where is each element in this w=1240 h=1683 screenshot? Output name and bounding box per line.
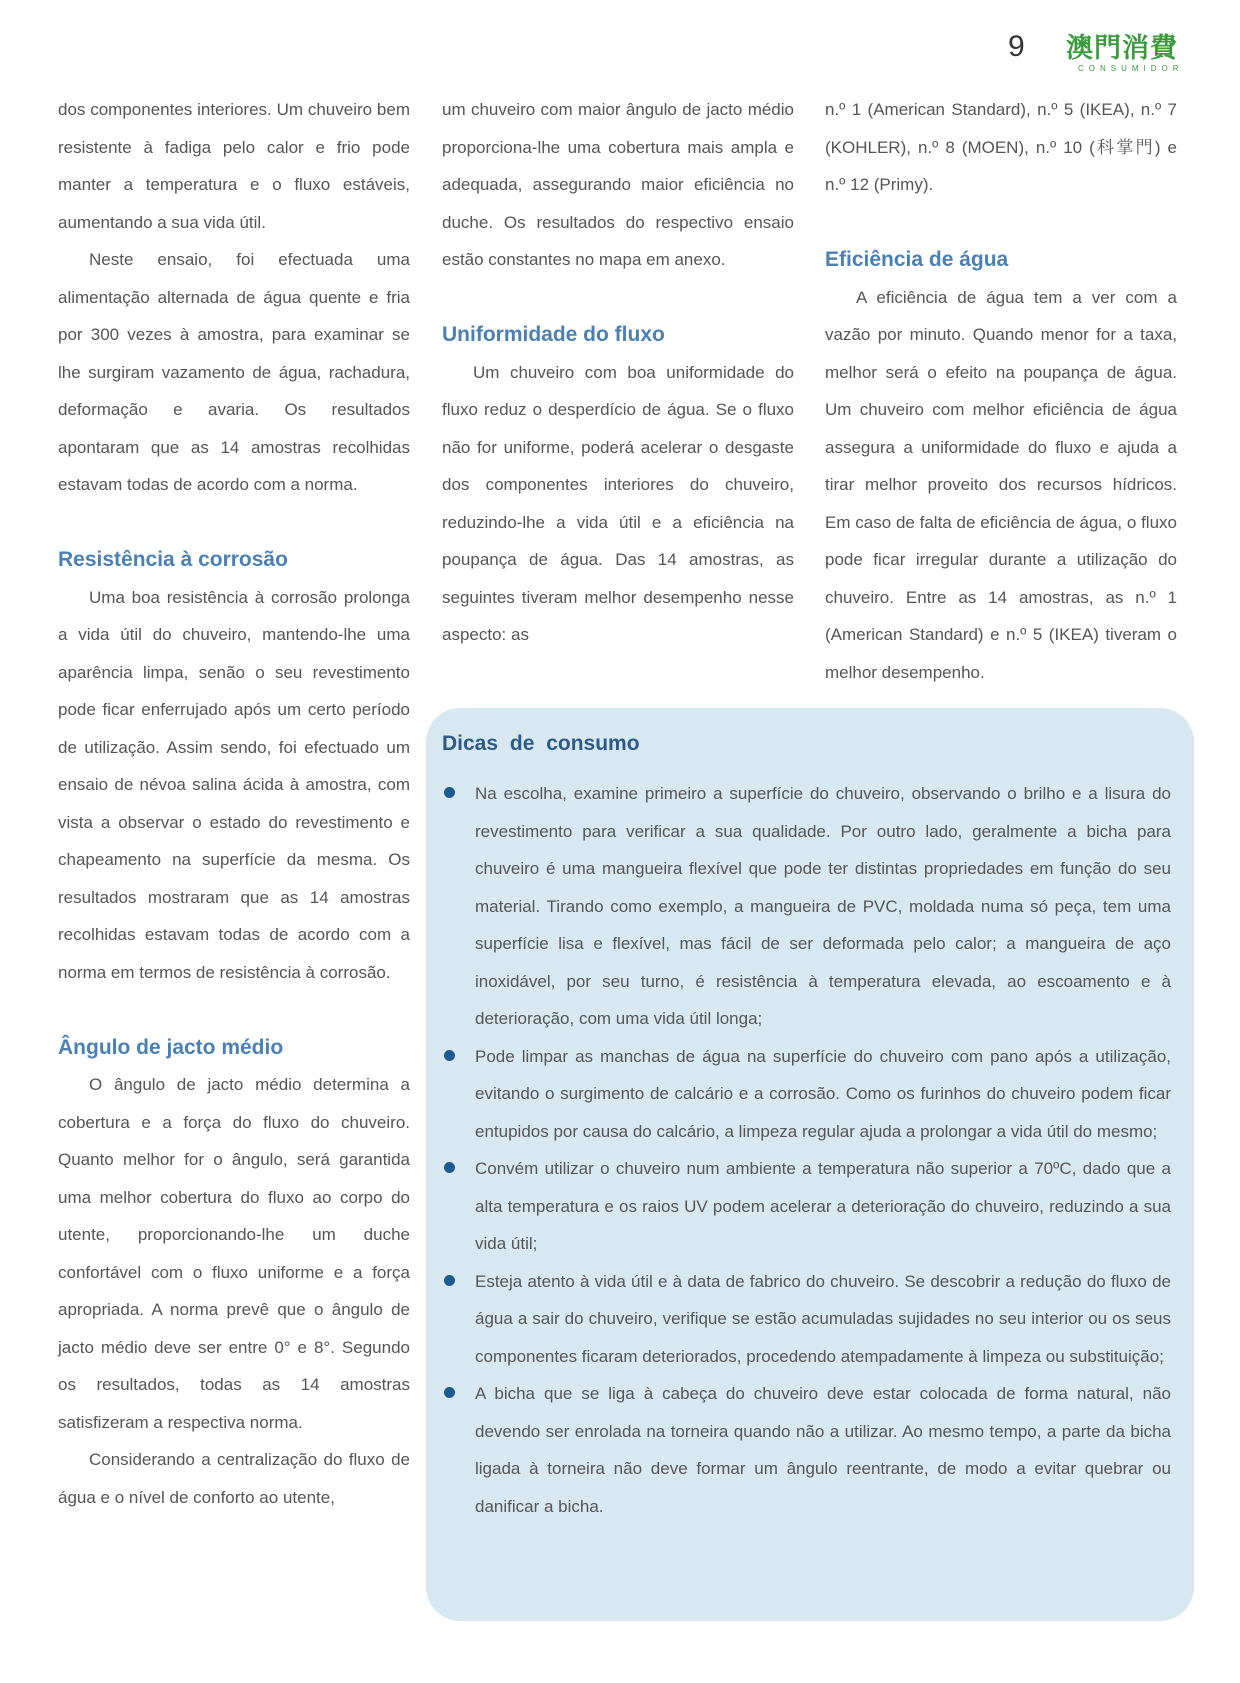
tips-list [442,775,1171,1525]
list-item [442,1150,1171,1263]
bullet-icon [444,1387,455,1398]
tip-text: A bicha que se liga à cabeça do chuveiro deve estar colocada de forma natural, não devendo ser enrolada na torneira quando não a utilizar. Ao mesmo tempo, a parte da bicha ligada à torneira não deve formar um ângulo reentrante, de modo a evitar quebrar ou danificar a bicha. [475,1384,1171,1516]
consumer-tips-box [426,708,1194,1621]
tip-text: Pode limpar as manchas de água na superfície do chuveiro com pano após a utilização, evitando o surgimento de calcário e a corrosão. Como os furinhos do chuveiro podem ficar entupidos por causa do calcário, a limpeza regular ajuda a prolongar a vida útil do mesmo; [475,1046,1171,1141]
list-item [442,775,1171,1038]
list-item [442,1263,1171,1376]
left-column [58,91,410,1516]
tip-text: Na escolha, examine primeiro a superfície do chuveiro, observando o brilho e a lisura do revestimento para verificar a sua qualidade. Por outro lado, geralmente a bicha para chuveiro é uma mangueira flexível que pode ter distintas propriedades em função do seu material. Tirando como exemplo, a mangueira de PVC, moldada numa só peça, tem uma superfície lisa e flexível, mas fácil de ser deformada pelo calor; a mangueira de aço inoxidável, por seu turno, é resistência à temperatura elevada, ao escoamento e à deterioração, com uma vida útil longa; [475,784,1171,1028]
paragraph: n.º 1 (American Standard), n.º 5 (IKEA), n.º 7 (KOHLER), n.º 8 (MOEN), n.º 10 (科掌門) e n.º 12 (Primy). [825,100,1177,194]
paragraph: Um chuveiro com boa uniformidade do fluxo reduz o desperdício de água. Se o fluxo não for uniforme, poderá acelerar o desgaste dos componentes interiores do chuveiro, reduzindo-lhe a vida útil e a eficiência na poupança de água. Das 14 amostras, as seguintes tiveram melhor desempenho nesse aspecto: as [442,362,794,644]
section-heading-uniformity: Uniformidade do fluxo [442,323,665,346]
paragraph: O ângulo de jacto médio determina a cobertura e a força do fluxo do chuveiro. Quanto melhor for o ângulo, será garantida uma melhor cobertura do fluxo ao corpo do utente, proporcionando-lhe um duche confortável com o fluxo uniforme e a força apropriada. A norma prevê que o ângulo de jacto médio deve ser entre 0° e 8°. Segundo os resultados, todas as 14 amostras satisfizeram a respectiva norma. [58,1075,410,1432]
section-heading-angle: Ângulo de jacto médio [58,1035,284,1059]
paragraph: Considerando a centralização do fluxo de água e o nível de conforto ao utente, [58,1450,410,1507]
logo-text: 澳門消費 [1066,33,1178,64]
list-item [442,1038,1171,1151]
page-number: 9 [1008,30,1025,63]
logo-subtext: CONSUMIDOR [1078,64,1184,73]
middle-column [442,91,794,654]
tip-text: Convém utilizar o chuveiro num ambiente a temperatura não superior a 70ºC, dado que a alta temperatura e os raios UV podem acelerar a deterioração do chuveiro, reduzindo a sua vida útil; [475,1159,1171,1253]
tip-text: Esteja atento à vida útil e à data de fabrico do chuveiro. Se descobrir a redução do fluxo de água a sair do chuveiro, verifique se estão acumuladas sujidades no seu interior ou os seus componentes ficaram deteriorados, procedendo atempadamente à limpeza ou substituição; [475,1271,1171,1366]
list-item [442,1375,1171,1525]
right-column [825,91,1177,691]
bullet-icon [444,787,455,798]
consumer-council-logo [1066,34,1186,78]
paragraph: Neste ensaio, foi efectuada uma alimentação alternada de água quente e fria por 300 vezes à amostra, para examinar se lhe surgiram vazamento de água, rachadura, deformação e avaria. Os resultados apontaram que as 14 amostras recolhidas estavam todas de acordo com a norma. [58,250,410,494]
bullet-icon [444,1162,455,1173]
paragraph: um chuveiro com maior ângulo de jacto médio proporciona-lhe uma cobertura mais ampla e adequada, assegurando maior eficiência no duche. Os resultados do respectivo ensaio estão constantes no mapa em anexo. [442,100,794,269]
bullet-icon [444,1275,455,1286]
section-heading-corrosion: Resistência à corrosão [58,548,288,571]
tips-title: Dicas de consumo [442,732,640,755]
paragraph: dos componentes interiores. Um chuveiro bem resistente à fadiga pelo calor e frio pode manter a temperatura e o fluxo estáveis, aumentando a sua vida útil. [58,100,410,232]
paragraph: Uma boa resistência à corrosão prolonga a vida útil do chuveiro, mantendo-lhe uma aparência limpa, senão o seu revestimento pode ficar enferrujado após um certo período de utilização. Assim sendo, foi efectuado um ensaio de névoa salina ácida à amostra, com vista a observar o estado do revestimento e chapeamento na superfície da mesma. Os resultados mostraram que as 14 amostras recolhidas estavam todas de acordo com a norma em termos de resistência à corrosão. [58,587,410,982]
paragraph: A eficiência de água tem a ver com a vazão por minuto. Quando menor for a taxa, melhor será o efeito na poupança de água. Um chuveiro com melhor eficiência de água assegura a uniformidade do fluxo e ajuda a tirar melhor proveito dos recursos hídricos. Em caso de falta de eficiência de água, o fluxo pode ficar irregular durante a utilização do chuveiro. Entre as 14 amostras, as n.º 1 (American Standard) e n.º 5 (IKEA) tiveram o melhor desempenho. [825,287,1177,682]
section-heading-efficiency: Eficiência de água [825,248,1009,271]
bullet-icon [444,1050,455,1061]
